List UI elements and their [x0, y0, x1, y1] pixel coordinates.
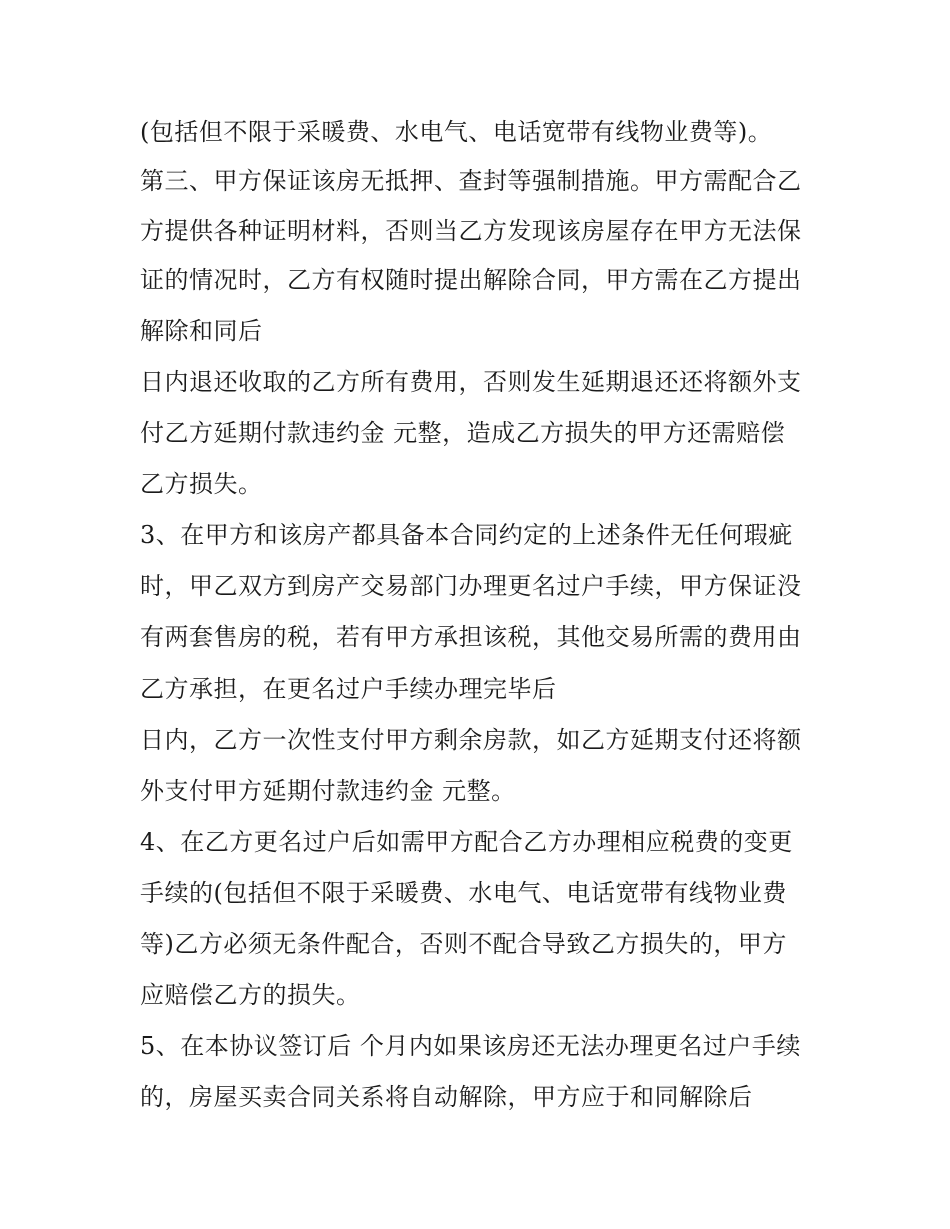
text-line: 外支付甲方延期付款违约金 元整。: [140, 777, 516, 805]
text-line: 4、在乙方更名过户后如需甲方配合乙方办理相应税费的变更: [140, 828, 793, 856]
text-line: 日内，乙方一次性支付甲方剩余房款，如乙方延期支付还将额: [140, 726, 802, 754]
text-line: 乙方损失。: [140, 470, 263, 498]
text-line: 的，房屋买卖合同关系将自动解除，甲方应于和同解除后: [140, 1083, 753, 1111]
text-line: 有两套售房的税，若有甲方承担该税，其他交易所需的费用由: [140, 623, 802, 651]
text-line: 3、在甲方和该房产都具备本合同约定的上述条件无任何瑕疵: [140, 521, 793, 549]
text-line: 乙方承担，在更名过户手续办理完毕后: [140, 675, 557, 703]
text-line: 证的情况时，乙方有权随时提出解除合同，甲方需在乙方提出: [140, 266, 802, 294]
text-line: 手续的(包括但不限于采暖费、水电气、电话宽带有线物业费: [140, 879, 787, 907]
text-line: 第三、甲方保证该房无抵押、查封等强制措施。甲方需配合乙: [140, 167, 802, 195]
text-line: 等)乙方必须无条件配合，否则不配合导致乙方损失的，甲方: [140, 930, 787, 958]
text-line: 付乙方延期付款违约金 元整，造成乙方损失的甲方还需赔偿: [140, 419, 786, 447]
text-line: 解除和同后: [140, 317, 263, 345]
text-line: 日内退还收取的乙方所有费用，否则发生延期退还还将额外支: [140, 368, 802, 396]
text-line: 应赔偿乙方的损失。: [140, 981, 361, 1009]
text-line: (包括但不限于采暖费、水电气、电话宽带有线物业费等)。: [140, 118, 773, 146]
text-line: 方提供各种证明材料，否则当乙方发现该房屋存在甲方无法保: [140, 217, 802, 245]
text-line: 5、在本协议签订后 个月内如果该房还无法办理更名过户手续: [140, 1032, 801, 1060]
text-line: 时，甲乙双方到房产交易部门办理更名过户手续，甲方保证没: [140, 572, 802, 600]
